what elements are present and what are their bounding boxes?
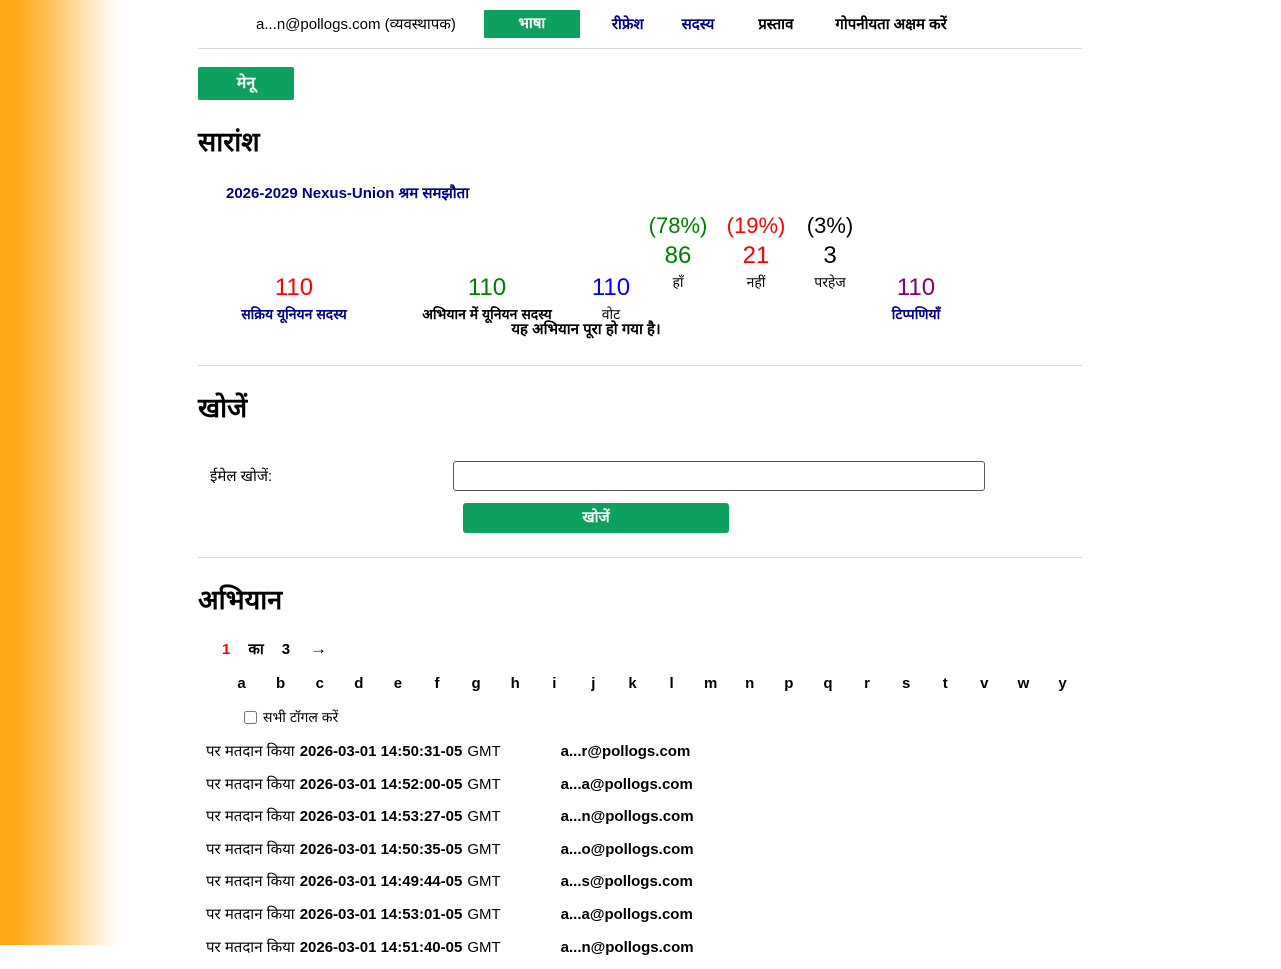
alphabet-filter-v[interactable]: v xyxy=(980,675,989,692)
search-row xyxy=(198,461,1082,491)
vote-log-prefix: पर मतदान किया xyxy=(206,808,295,826)
vote-log-timezone: GMT xyxy=(467,840,501,858)
vote-log-row xyxy=(198,741,1082,774)
summary-stats xyxy=(198,213,1082,323)
vote-log-row xyxy=(198,806,1082,839)
pagination-of-label: का xyxy=(248,641,264,658)
alphabet-filter-i[interactable]: i xyxy=(552,675,557,692)
pagination-current-page: 1 xyxy=(222,640,231,658)
current-user-email: a...n@pollogs.com (व्यवस्थापक) xyxy=(256,16,456,33)
stat-value: 110 xyxy=(591,274,631,301)
stat-value: 110 xyxy=(274,274,314,301)
alphabet-filter-r[interactable]: r xyxy=(864,675,870,692)
alphabet-filter-f[interactable]: f xyxy=(434,675,440,692)
campaign-status-note: यह अभियान पूरा हो गया है। xyxy=(511,321,661,338)
stat-abstain xyxy=(807,213,853,293)
alphabet-filter-e[interactable]: e xyxy=(393,675,403,692)
toggle-all-checkbox[interactable] xyxy=(244,711,257,724)
menu-button-wrap xyxy=(198,49,1082,100)
stat-votes xyxy=(592,245,630,325)
search-submit-button[interactable]: खोजें xyxy=(463,503,729,533)
vote-log-email[interactable]: a...a@pollogs.com xyxy=(560,775,693,793)
stat-value: 110 xyxy=(467,274,507,301)
stat-no xyxy=(727,213,786,293)
toggle-all-row xyxy=(198,708,1082,727)
alphabet-filter-d[interactable]: d xyxy=(354,675,364,692)
stat-percent xyxy=(241,245,347,273)
stat-comments xyxy=(892,245,940,325)
alphabet-filter-g[interactable]: g xyxy=(471,675,481,692)
vote-log-email[interactable]: a...o@pollogs.com xyxy=(560,840,694,858)
stat-value: 110 xyxy=(896,274,936,301)
language-button[interactable]: भाषा xyxy=(484,10,580,38)
stat-percent xyxy=(422,245,552,273)
summary-heading: सारांश xyxy=(198,127,260,157)
search-heading: खोजें xyxy=(198,393,248,423)
top-navigation-bar xyxy=(198,0,1082,48)
stat-label: वोट xyxy=(601,306,621,322)
alphabet-filter-h[interactable]: h xyxy=(510,675,520,692)
vote-log-timestamp: 2026-03-01 14:49:44-05 xyxy=(299,873,463,891)
stat-value: 3 xyxy=(823,242,837,269)
stat-percent xyxy=(592,245,630,273)
alphabet-filter-a[interactable]: a xyxy=(237,675,246,692)
stat-members-in-campaign xyxy=(422,245,552,325)
stat-label: अभियान में यूनियन सदस्य xyxy=(422,306,552,322)
pagination-next-arrow-icon[interactable]: → xyxy=(310,639,328,658)
vote-log-list xyxy=(198,741,1082,969)
stat-value: 21 xyxy=(742,242,770,269)
stat-percent: (78%) xyxy=(648,213,708,238)
alphabet-filter-b[interactable]: b xyxy=(276,675,286,692)
stat-percent: (19%) xyxy=(726,213,786,238)
vote-log-prefix: पर मतदान किया xyxy=(206,873,295,891)
alphabet-filter-k[interactable]: k xyxy=(628,675,637,692)
summary-divider xyxy=(198,365,1082,366)
alphabet-filter-p[interactable]: p xyxy=(784,675,794,692)
alphabet-filter-t[interactable]: t xyxy=(942,675,948,692)
stat-percent: (3%) xyxy=(806,213,854,238)
vote-log-timezone: GMT xyxy=(467,743,501,760)
vote-log-timestamp: 2026-03-01 14:53:27-05 xyxy=(299,808,463,826)
search-email-input[interactable] xyxy=(453,461,985,491)
campaigns-heading: अभियान xyxy=(198,585,283,615)
vote-log-email[interactable]: a...r@pollogs.com xyxy=(560,743,691,760)
nav-links xyxy=(612,14,947,34)
stat-yes xyxy=(649,213,708,293)
search-button-row xyxy=(198,503,1082,533)
nav-link-disable-privacy[interactable]: गोपनीयता अक्षम करें xyxy=(835,16,947,33)
vote-log-prefix: पर मतदान किया xyxy=(206,905,295,923)
vote-log-timestamp: 2026-03-01 14:50:35-05 xyxy=(299,840,463,858)
campaign-title-link[interactable]: 2026-2029 Nexus-Union श्रम समझौता xyxy=(226,185,470,202)
alphabet-filter xyxy=(198,675,1082,692)
nav-link-refresh[interactable]: रीफ्रेश xyxy=(611,16,644,33)
vote-log-email[interactable]: a...n@pollogs.com xyxy=(560,808,694,826)
vote-log-row xyxy=(198,839,1082,872)
stat-percent xyxy=(892,245,940,273)
vote-log-email[interactable]: a...a@pollogs.com xyxy=(560,905,693,923)
alphabet-filter-c[interactable]: c xyxy=(315,675,324,692)
stat-label: नहीं xyxy=(746,274,766,290)
vote-log-timezone: GMT xyxy=(467,938,501,956)
vote-log-timezone: GMT xyxy=(467,905,501,923)
nav-link-proposal[interactable]: प्रस्ताव xyxy=(758,16,794,33)
vote-log-prefix: पर मतदान किया xyxy=(206,775,295,793)
vote-log-timezone: GMT xyxy=(467,873,501,891)
main-content xyxy=(198,0,1082,969)
vote-log-email[interactable]: a...n@pollogs.com xyxy=(560,938,694,956)
vote-log-row xyxy=(198,904,1082,937)
alphabet-filter-m[interactable]: m xyxy=(704,675,718,692)
stat-label[interactable]: टिप्पणियाँ xyxy=(891,306,941,322)
vote-log-prefix: पर मतदान किया xyxy=(206,938,295,956)
vote-log-timestamp: 2026-03-01 14:51:40-05 xyxy=(299,938,463,956)
stat-label: परहेज xyxy=(814,274,846,290)
stat-label: हाँ xyxy=(672,274,684,290)
vote-log-row xyxy=(198,774,1082,807)
alphabet-filter-l[interactable]: l xyxy=(669,675,674,692)
stat-value: 86 xyxy=(664,242,692,269)
stat-active-union-members xyxy=(241,245,347,325)
vote-log-timezone: GMT xyxy=(467,775,501,793)
alphabet-filter-j[interactable]: j xyxy=(591,675,596,692)
vote-log-timestamp: 2026-03-01 14:53:01-05 xyxy=(299,905,463,923)
alphabet-filter-q[interactable]: q xyxy=(823,675,833,692)
toggle-all-label: सभी टॉगल करें xyxy=(263,709,339,725)
alphabet-filter-n[interactable]: n xyxy=(745,675,755,692)
search-divider xyxy=(198,557,1082,558)
stat-label[interactable]: सक्रिय यूनियन सदस्य xyxy=(241,306,347,322)
nav-link-members[interactable]: सदस्य xyxy=(681,16,715,33)
menu-button[interactable]: मेनू xyxy=(198,67,294,100)
pagination-total-pages: 3 xyxy=(281,640,291,658)
vote-log-prefix: पर मतदान किया xyxy=(206,743,295,760)
vote-log-timestamp: 2026-03-01 14:52:00-05 xyxy=(299,775,463,793)
alphabet-filter-s[interactable]: s xyxy=(901,675,911,692)
search-email-label: ईमेल खोजें: xyxy=(210,468,273,485)
vote-log-email[interactable]: a...s@pollogs.com xyxy=(560,873,693,891)
vote-log-row xyxy=(198,937,1082,969)
vote-log-prefix: पर मतदान किया xyxy=(206,840,295,858)
vote-log-timezone: GMT xyxy=(467,808,501,826)
alphabet-filter-y[interactable]: y xyxy=(1058,675,1067,692)
vote-log-row xyxy=(198,871,1082,904)
vote-log-timestamp: 2026-03-01 14:50:31-05 xyxy=(299,743,463,760)
alphabet-filter-w[interactable]: w xyxy=(1017,675,1030,692)
pagination xyxy=(198,639,1082,659)
